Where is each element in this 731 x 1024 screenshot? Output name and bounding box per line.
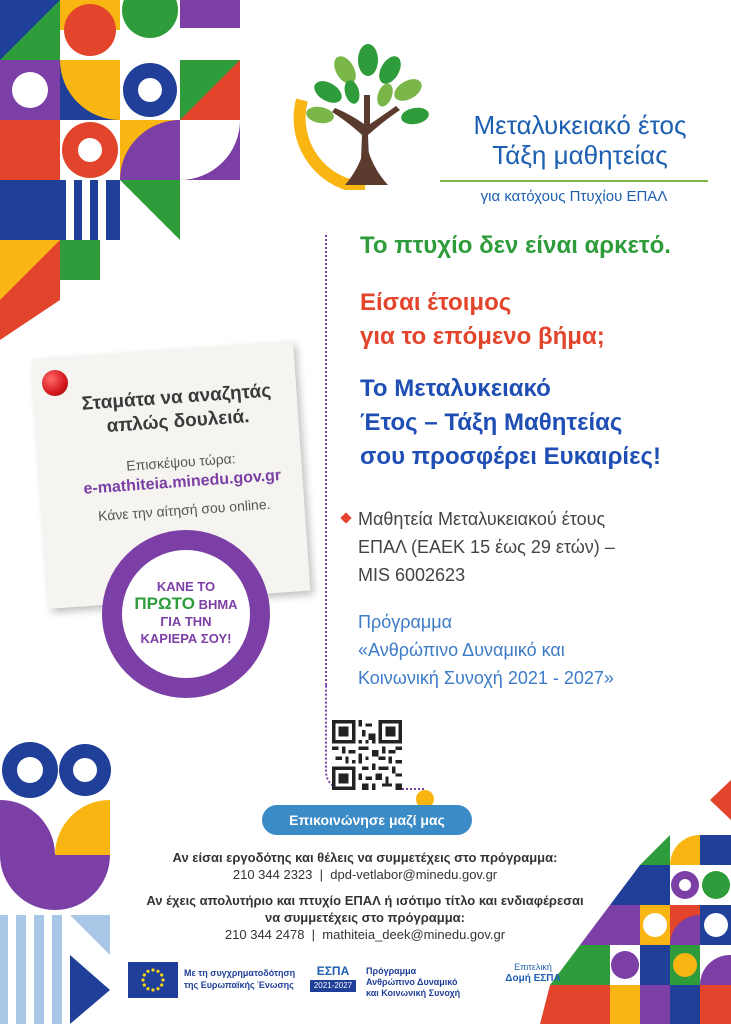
logo-title: Μεταλυκειακό έτος Τάξη μαθητείας xyxy=(473,110,687,170)
funding-logos xyxy=(128,962,578,1002)
diamond-bullet-icon xyxy=(340,512,351,523)
logo-divider xyxy=(440,180,708,182)
program-name: Πρόγραμμα «Ανθρώπινο Δυναμικό και Κοινωνική Συνοχή 2021 - 2027» xyxy=(358,612,614,688)
contact-us-badge: Επικοινώνησε μαζί μας xyxy=(262,805,472,835)
logo-subtitle: για κατόχους Πτυχίου ΕΠΑΛ xyxy=(480,188,668,205)
headline-green: Το πτυχίο δεν είναι αρκετό. xyxy=(360,232,671,259)
graduate-contact: Αν έχεις απολυτήριο και πτυχίο ΕΠΑΛ ή ισότιμο τίτλο και ενδιαφέρεσαι να συμμετέχεις στο πρόγραμμα: 210 344 2478 | mathiteia_deek@minedu.gov.gr xyxy=(146,893,584,942)
eu-flag-icon xyxy=(128,962,178,998)
dotted-connector xyxy=(325,235,327,685)
employer-email[interactable]: dpd-vetlabor@minedu.gov.gr xyxy=(330,867,498,882)
graduate-phone[interactable]: 210 344 2478 xyxy=(224,927,305,942)
employer-phone[interactable]: 210 344 2323 xyxy=(232,867,313,882)
qr-code[interactable] xyxy=(332,720,402,790)
eu-cofunding-text: Με τη συγχρηματοδότηση της Ευρωπαϊκής Ένωσης xyxy=(184,968,296,990)
website-link[interactable]: e-mathiteia.minedu.gov.gr xyxy=(83,467,282,498)
note-title: Σταμάτα να αναζητάς απλώς δουλειά. xyxy=(81,380,272,438)
headline-red: Είσαι έτοιμος για το επόμενο βήμα; xyxy=(360,289,605,350)
tree-icon xyxy=(290,40,440,190)
espa-logo: ΕΣΠΑ 2021-2027 xyxy=(308,962,358,998)
program-logo xyxy=(290,40,720,215)
graduate-email[interactable]: mathiteia_deek@minedu.gov.gr xyxy=(322,927,506,942)
bottom-left-pattern xyxy=(0,740,115,1024)
headline-blue: Το Μεταλυκειακό Έτος – Τάξη Μαθητείας σου προσφέρει Ευκαιρίες! xyxy=(360,375,661,470)
note-visit: Επισκέψου τώρα: xyxy=(125,450,237,474)
ring-text: ΚΑΝΕ ΤΟ ΠΡΩΤΟ ΒΗΜΑ ΓΙΑ ΤΗΝ ΚΑΡΙΕΡΑ ΣΟΥ! xyxy=(134,579,238,646)
espa-authority-logo: Επιτελική Δομή ΕΣΠΑ xyxy=(505,962,561,984)
employer-contact: Αν είσαι εργοδότης και θέλεις να συμμετέχεις στο πρόγραμμα: 210 344 2323 | dpd-vetlabor@minedu.gov.gr xyxy=(172,850,558,882)
program-logo-text: Πρόγραμμα Ανθρώπινο Δυναμικό και Κοινωνική Συνοχή xyxy=(366,966,461,998)
program-bullet: Μαθητεία Μεταλυκειακού έτους ΕΠΑΛ (ΕΑΕΚ 15 έως 29 ετών) – MIS 6002623 xyxy=(342,505,682,589)
note-apply: Κάνε την αίτησή σου online. xyxy=(97,495,271,524)
note-content xyxy=(55,372,304,526)
top-left-pattern xyxy=(0,0,250,340)
